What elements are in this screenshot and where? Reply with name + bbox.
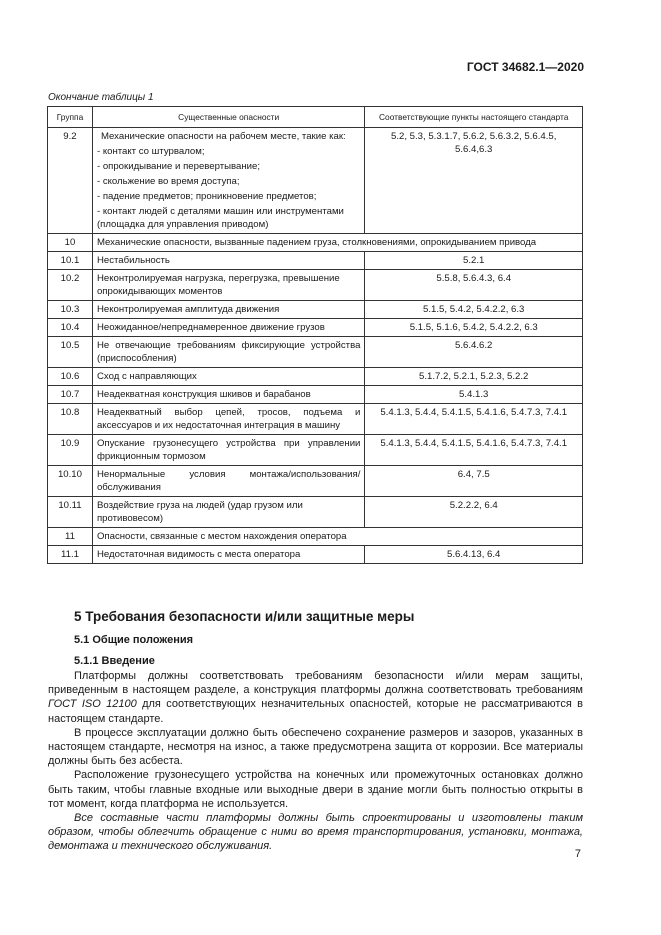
hazard-cell: Не отвечающие требованиям фиксирующие устройства (приспособления) [92, 337, 364, 368]
table-row [48, 319, 583, 337]
group-cell: 10.6 [48, 368, 93, 386]
paragraph-1 [48, 669, 583, 726]
group-cell: 10.10 [48, 466, 93, 497]
references-cell: 5.4.1.3 [365, 386, 583, 404]
group-cell: 11 [48, 528, 93, 546]
table-row [48, 128, 583, 234]
group-cell: 10.7 [48, 386, 93, 404]
hazard-line: - опрокидывание и перевертывание; [96, 161, 260, 172]
table-row [48, 270, 583, 301]
paragraph-1-text: Платформы должны соответствовать требованиям безопасности и/или мерам защиты, приведенным в настоящем разделе, а конструкция платформы должна соответствовать требованиям [48, 670, 583, 697]
group-cell: 10.5 [48, 337, 93, 368]
group-cell: 10.1 [48, 252, 93, 270]
references-cell: 5.2.2.2, 6.4 [365, 497, 583, 528]
paragraph-4: Все составные части платформы должны быть спроектированы и изготовлены таким образом, чтобы облегчить обращение с ними во время транспортирования, установки, монтажа, демонтажа и технического обслуживания. [48, 812, 583, 853]
hazard-line: Механические опасности на рабочем месте, такие как: [100, 131, 346, 142]
references-cell: 5.2, 5.3, 5.3.1.7, 5.6.2, 5.6.3.2, 5.6.4.5, 5.6.4,6.3 [365, 128, 583, 234]
group-cell: 10.8 [48, 404, 93, 435]
section-5-heading: 5 Требования безопасности и/или защитные меры [74, 609, 415, 624]
group-cell: 10 [48, 234, 93, 252]
references-cell: 5.4.1.3, 5.4.4, 5.4.1.5, 5.4.1.6, 5.4.7.3, 7.4.1 [365, 404, 583, 435]
hazard-cell [92, 128, 364, 234]
references-cell: 6.4, 7.5 [365, 466, 583, 497]
hazard-cell: Неконтролируемая нагрузка, перегрузка, превышение опрокидывающих моментов [92, 270, 364, 301]
hazard-line: - падение предметов; проникновение предметов; [96, 191, 317, 202]
group-cell: 9.2 [48, 128, 93, 234]
references-cell: 5.1.5, 5.4.2, 5.4.2.2, 6.3 [365, 301, 583, 319]
hazard-cell: Неадекватный выбор цепей, тросов, подъема и аксессуаров и их недостаточная интеграция в машину [92, 404, 364, 435]
hazard-cell: Нестабильность [92, 252, 364, 270]
table-row [48, 386, 583, 404]
hazard-cell: Воздействие груза на людей (удар грузом или противовесом) [92, 497, 364, 528]
table-row [48, 337, 583, 368]
table-row [48, 234, 583, 252]
table-row [48, 435, 583, 466]
hazard-line: - контакт людей с деталями машин или инструментами (площадка для управления приводом) [96, 206, 344, 230]
table-row [48, 301, 583, 319]
table-caption: Окончание таблицы 1 [48, 92, 154, 103]
column-header-group: Группа [48, 107, 93, 128]
references-cell: 5.6.4.6.2 [365, 337, 583, 368]
group-cell: 11.1 [48, 546, 93, 564]
paragraph-1-text-end: для соответствующих незначительных опасностей, которые не рассматриваются в настоящем стандарте. [48, 698, 583, 725]
paragraph-3: Расположение грузонесущего устройства на конечных или промежуточных остановках должно быть таким, чтобы главные входные или выходные двери в здание могли быть полностью открыты в тот момент, когда платформа не используется. [48, 769, 583, 810]
references-cell: 5.5.8, 5.6.4.3, 6.4 [365, 270, 583, 301]
column-header-references: Соответствующие пункты настоящего стандарта [365, 107, 583, 128]
references-cell: 5.6.4.13, 6.4 [365, 546, 583, 564]
hazard-cell: Опасности, связанные с местом нахождения оператора [92, 528, 582, 546]
group-cell: 10.3 [48, 301, 93, 319]
hazard-cell: Недостаточная видимость с места оператора [92, 546, 364, 564]
hazards-table [47, 106, 583, 564]
table-row [48, 546, 583, 564]
standard-number: ГОСТ 34682.1—2020 [466, 60, 584, 74]
section-5-1-1-heading: 5.1.1 Введение [74, 655, 155, 667]
references-cell: 5.1.7.2, 5.2.1, 5.2.3, 5.2.2 [365, 368, 583, 386]
table-row [48, 368, 583, 386]
table-row [48, 404, 583, 435]
hazard-cell: Неконтролируемая амплитуда движения [92, 301, 364, 319]
column-header-hazards: Существенные опасности [92, 107, 364, 128]
hazard-line: - скольжение во время доступа; [96, 176, 240, 187]
hazard-cell: Опускание грузонесущего устройства при управлении фрикционным тормозом [92, 435, 364, 466]
section-body [48, 669, 583, 854]
hazard-cell: Неадекватная конструкция шкивов и барабанов [92, 386, 364, 404]
hazard-cell: Механические опасности, вызванные падением груза, столкновениями, опрокидыванием привода [92, 234, 582, 252]
table-header-row [48, 107, 583, 128]
group-cell: 10.2 [48, 270, 93, 301]
page-number: 7 [574, 848, 581, 860]
hazard-cell: Неожиданное/непреднамеренное движение грузов [92, 319, 364, 337]
table-row [48, 497, 583, 528]
references-cell: 5.1.5, 5.1.6, 5.4.2, 5.4.2.2, 6.3 [365, 319, 583, 337]
group-cell: 10.9 [48, 435, 93, 466]
table-row [48, 252, 583, 270]
hazard-line: - контакт со штурвалом; [96, 146, 205, 157]
group-cell: 10.11 [48, 497, 93, 528]
references-cell: 5.2.1 [365, 252, 583, 270]
references-cell: 5.4.1.3, 5.4.4, 5.4.1.5, 5.4.1.6, 5.4.7.3, 7.4.1 [365, 435, 583, 466]
hazard-cell: Ненормальные условия монтажа/использования/обслуживания [92, 466, 364, 497]
section-5-1-heading: 5.1 Общие положения [74, 634, 194, 646]
hazard-cell: Сход с направляющих [92, 368, 364, 386]
group-cell: 10.4 [48, 319, 93, 337]
paragraph-2: В процессе эксплуатации должно быть обеспечено сохранение размеров и зазоров, указанных в настоящем стандарте, несмотря на износ, а также предусмотрена защита от коррозии. Все материалы должны быть без асбеста. [48, 726, 583, 768]
standard-reference: ГОСТ ISO 12100 [48, 698, 137, 711]
table-row [48, 466, 583, 497]
table-row [48, 528, 583, 546]
